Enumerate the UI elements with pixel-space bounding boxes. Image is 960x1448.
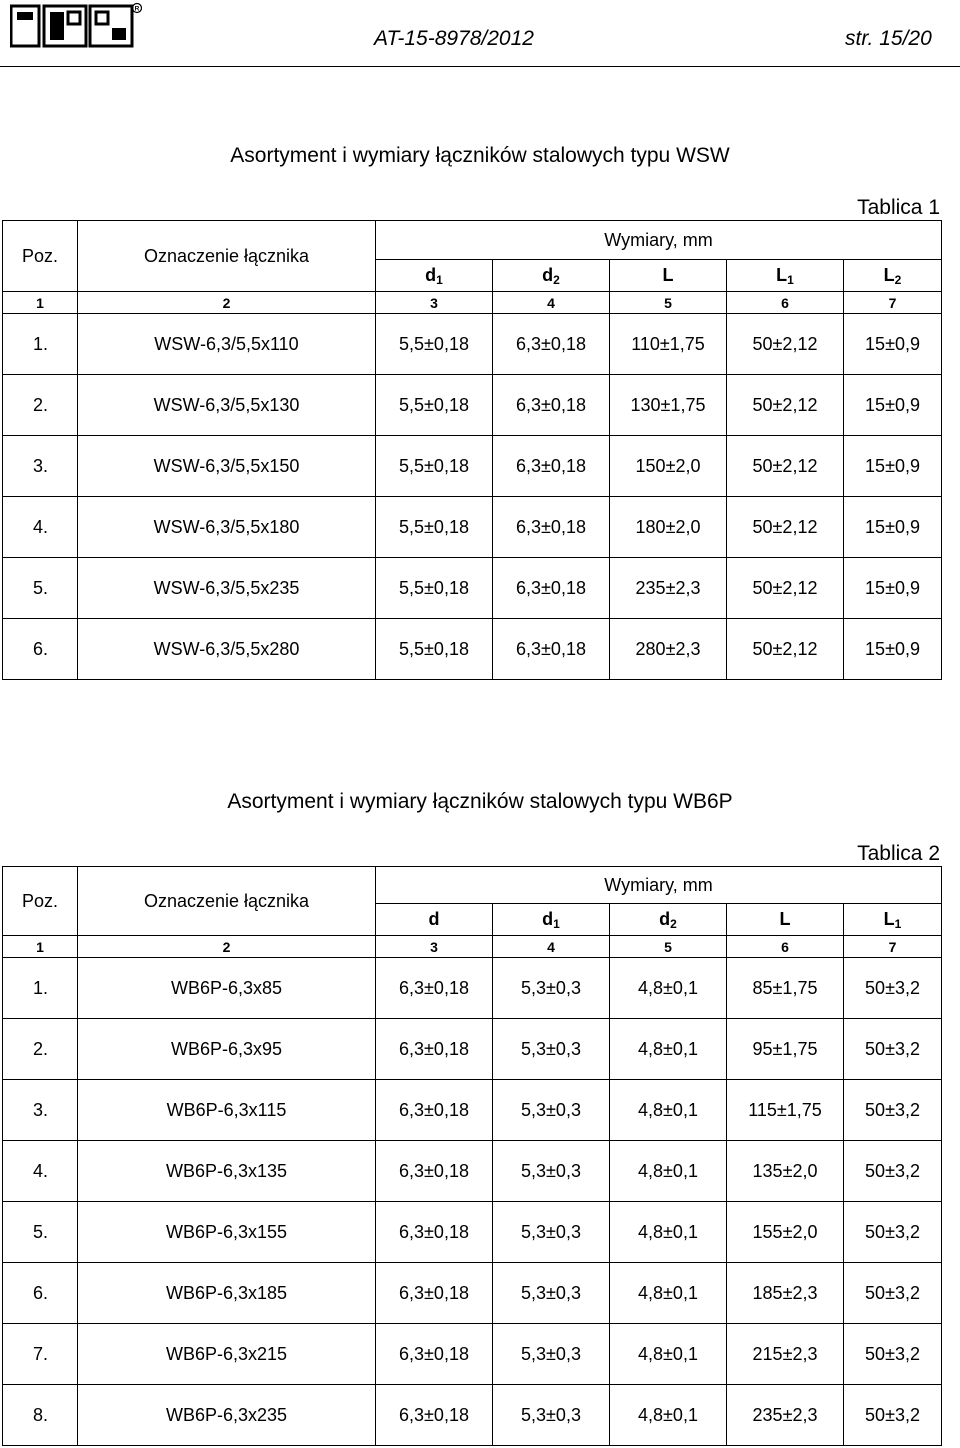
- table1-header-name: Oznaczenie łącznika: [78, 221, 376, 292]
- col-number: 2: [78, 292, 376, 314]
- col-number: 3: [376, 936, 493, 958]
- row-position: 5.: [3, 558, 78, 619]
- row-dimension: 50±3,2: [844, 1019, 942, 1080]
- row-dimension: 6,3±0,18: [376, 1080, 493, 1141]
- row-dimension: 50±3,2: [844, 1141, 942, 1202]
- table2-col-d2: $d_2$: [610, 904, 727, 936]
- col-number: 7: [844, 936, 942, 958]
- col-number: 1: [3, 936, 78, 958]
- page-number: str. 15/20: [845, 27, 932, 50]
- table1-header-dims: Wymiary, mm: [376, 221, 942, 260]
- row-dimension: 6,3±0,18: [493, 436, 610, 497]
- table2-title: Asortyment i wymiary łączników stalowych typu WB6P: [227, 790, 733, 813]
- table2-col-d1: $d_1$: [493, 904, 610, 936]
- row-designation: WSW-6,3/5,5x180: [78, 497, 376, 558]
- table1-col-L2: $L_2$: [844, 260, 942, 292]
- table-row: [3, 558, 942, 619]
- row-dimension: 6,3±0,18: [376, 1385, 493, 1446]
- row-dimension: 115±1,75: [727, 1080, 844, 1141]
- row-designation: WSW-6,3/5,5x150: [78, 436, 376, 497]
- row-position: 4.: [3, 497, 78, 558]
- table1-caption: Tablica 1: [857, 196, 940, 219]
- table-row: [3, 375, 942, 436]
- row-dimension: 50±2,12: [727, 314, 844, 375]
- row-dimension: 4,8±0,1: [610, 958, 727, 1019]
- row-dimension: 6,3±0,18: [493, 619, 610, 680]
- table1-col-d2: $d_2$: [493, 260, 610, 292]
- row-position: 4.: [3, 1141, 78, 1202]
- table2-column-numbers: [3, 936, 942, 958]
- row-dimension: 185±2,3: [727, 1263, 844, 1324]
- table-row: [3, 958, 942, 1019]
- row-dimension: 280±2,3: [610, 619, 727, 680]
- row-position: 7.: [3, 1324, 78, 1385]
- table2-caption: Tablica 2: [857, 842, 940, 865]
- row-dimension: 50±3,2: [844, 958, 942, 1019]
- row-dimension: 4,8±0,1: [610, 1263, 727, 1324]
- row-dimension: 50±2,12: [727, 375, 844, 436]
- row-dimension: 6,3±0,18: [376, 958, 493, 1019]
- row-dimension: 6,3±0,18: [376, 1141, 493, 1202]
- row-dimension: 4,8±0,1: [610, 1141, 727, 1202]
- table1-header-poz: Poz.: [3, 221, 78, 292]
- row-designation: WB6P-6,3x155: [78, 1202, 376, 1263]
- row-dimension: 50±3,2: [844, 1385, 942, 1446]
- table1-body: [3, 314, 942, 680]
- table1-title: Asortyment i wymiary łączników stalowych typu WSW: [230, 144, 730, 167]
- row-position: 1.: [3, 958, 78, 1019]
- row-dimension: 6,3±0,18: [376, 1263, 493, 1324]
- row-dimension: 6,3±0,18: [376, 1202, 493, 1263]
- row-dimension: 5,5±0,18: [376, 619, 493, 680]
- table2-body: [3, 958, 942, 1446]
- row-dimension: 6,3±0,18: [493, 558, 610, 619]
- row-dimension: 6,3±0,18: [376, 1324, 493, 1385]
- svg-text:R: R: [134, 5, 140, 13]
- row-dimension: 5,5±0,18: [376, 558, 493, 619]
- row-dimension: 15±0,9: [844, 497, 942, 558]
- row-dimension: 5,3±0,3: [493, 1263, 610, 1324]
- table-row: [3, 314, 942, 375]
- row-designation: WSW-6,3/5,5x110: [78, 314, 376, 375]
- row-dimension: 50±3,2: [844, 1202, 942, 1263]
- row-dimension: 5,3±0,3: [493, 1385, 610, 1446]
- row-position: 6.: [3, 619, 78, 680]
- table2: [2, 866, 942, 1446]
- col-number: 5: [610, 936, 727, 958]
- col-number: 5: [610, 292, 727, 314]
- table1-col-L1: $L_1$: [727, 260, 844, 292]
- row-dimension: 6,3±0,18: [493, 497, 610, 558]
- row-dimension: 5,3±0,3: [493, 1324, 610, 1385]
- row-dimension: 5,3±0,3: [493, 1202, 610, 1263]
- row-dimension: 5,5±0,18: [376, 375, 493, 436]
- row-dimension: 5,3±0,3: [493, 1019, 610, 1080]
- row-position: 8.: [3, 1385, 78, 1446]
- table-row: [3, 497, 942, 558]
- row-dimension: 50±2,12: [727, 558, 844, 619]
- row-dimension: 155±2,0: [727, 1202, 844, 1263]
- row-designation: WSW-6,3/5,5x130: [78, 375, 376, 436]
- table-row: [3, 436, 942, 497]
- table-row: [3, 1080, 942, 1141]
- row-dimension: 15±0,9: [844, 558, 942, 619]
- row-dimension: 6,3±0,18: [376, 1019, 493, 1080]
- row-position: 2.: [3, 375, 78, 436]
- row-dimension: 5,3±0,3: [493, 1141, 610, 1202]
- row-dimension: 15±0,9: [844, 436, 942, 497]
- table-row: [3, 1202, 942, 1263]
- header-divider: [0, 66, 960, 67]
- row-dimension: 110±1,75: [610, 314, 727, 375]
- row-dimension: 85±1,75: [727, 958, 844, 1019]
- row-position: 3.: [3, 436, 78, 497]
- row-dimension: 235±2,3: [610, 558, 727, 619]
- row-dimension: 4,8±0,1: [610, 1385, 727, 1446]
- table-row: [3, 1263, 942, 1324]
- table-row: [3, 1385, 942, 1446]
- row-dimension: 50±3,2: [844, 1080, 942, 1141]
- row-designation: WB6P-6,3x135: [78, 1141, 376, 1202]
- row-designation: WSW-6,3/5,5x280: [78, 619, 376, 680]
- row-dimension: 5,3±0,3: [493, 958, 610, 1019]
- table-row: [3, 619, 942, 680]
- row-position: 2.: [3, 1019, 78, 1080]
- document-number: AT-15-8978/2012: [374, 27, 534, 50]
- table-row: [3, 1324, 942, 1385]
- row-dimension: 50±3,2: [844, 1324, 942, 1385]
- table-row: [3, 1141, 942, 1202]
- row-designation: WB6P-6,3x115: [78, 1080, 376, 1141]
- row-dimension: 50±3,2: [844, 1263, 942, 1324]
- col-number: 4: [493, 292, 610, 314]
- row-position: 5.: [3, 1202, 78, 1263]
- page-header: [0, 0, 960, 60]
- row-dimension: 215±2,3: [727, 1324, 844, 1385]
- table2-header-dims: Wymiary, mm: [376, 867, 942, 904]
- table2-header-name: Oznaczenie łącznika: [78, 867, 376, 936]
- col-number: 6: [727, 936, 844, 958]
- row-dimension: 50±2,12: [727, 619, 844, 680]
- col-number: 7: [844, 292, 942, 314]
- table1-column-numbers: [3, 292, 942, 314]
- row-dimension: 130±1,75: [610, 375, 727, 436]
- row-dimension: 235±2,3: [727, 1385, 844, 1446]
- col-number: 6: [727, 292, 844, 314]
- row-position: 6.: [3, 1263, 78, 1324]
- table1-col-d1: $d_1$: [376, 260, 493, 292]
- itb-logo-icon: [10, 2, 142, 48]
- col-number: 4: [493, 936, 610, 958]
- row-dimension: 50±2,12: [727, 497, 844, 558]
- row-designation: WSW-6,3/5,5x235: [78, 558, 376, 619]
- table1: [2, 220, 942, 680]
- table1-col-L: L: [610, 260, 727, 292]
- row-dimension: 50±2,12: [727, 436, 844, 497]
- row-dimension: 4,8±0,1: [610, 1202, 727, 1263]
- table2-col-d: d: [376, 904, 493, 936]
- col-number: 3: [376, 292, 493, 314]
- row-dimension: 135±2,0: [727, 1141, 844, 1202]
- table2-col-L1: $L_1$: [844, 904, 942, 936]
- row-dimension: 15±0,9: [844, 375, 942, 436]
- row-dimension: 15±0,9: [844, 619, 942, 680]
- row-dimension: 5,3±0,3: [493, 1080, 610, 1141]
- row-designation: WB6P-6,3x215: [78, 1324, 376, 1385]
- row-dimension: 6,3±0,18: [493, 314, 610, 375]
- row-dimension: 95±1,75: [727, 1019, 844, 1080]
- row-dimension: 15±0,9: [844, 314, 942, 375]
- col-number: 2: [78, 936, 376, 958]
- table2-col-L: L: [727, 904, 844, 936]
- row-dimension: 150±2,0: [610, 436, 727, 497]
- row-dimension: 4,8±0,1: [610, 1019, 727, 1080]
- row-designation: WB6P-6,3x95: [78, 1019, 376, 1080]
- table-row: [3, 1019, 942, 1080]
- row-dimension: 4,8±0,1: [610, 1324, 727, 1385]
- row-dimension: 6,3±0,18: [493, 375, 610, 436]
- row-dimension: 5,5±0,18: [376, 436, 493, 497]
- row-dimension: 5,5±0,18: [376, 497, 493, 558]
- row-designation: WB6P-6,3x85: [78, 958, 376, 1019]
- row-dimension: 4,8±0,1: [610, 1080, 727, 1141]
- row-position: 3.: [3, 1080, 78, 1141]
- row-designation: WB6P-6,3x185: [78, 1263, 376, 1324]
- table2-header-poz: Poz.: [3, 867, 78, 936]
- row-dimension: 5,5±0,18: [376, 314, 493, 375]
- row-designation: WB6P-6,3x235: [78, 1385, 376, 1446]
- row-dimension: 180±2,0: [610, 497, 727, 558]
- row-position: 1.: [3, 314, 78, 375]
- col-number: 1: [3, 292, 78, 314]
